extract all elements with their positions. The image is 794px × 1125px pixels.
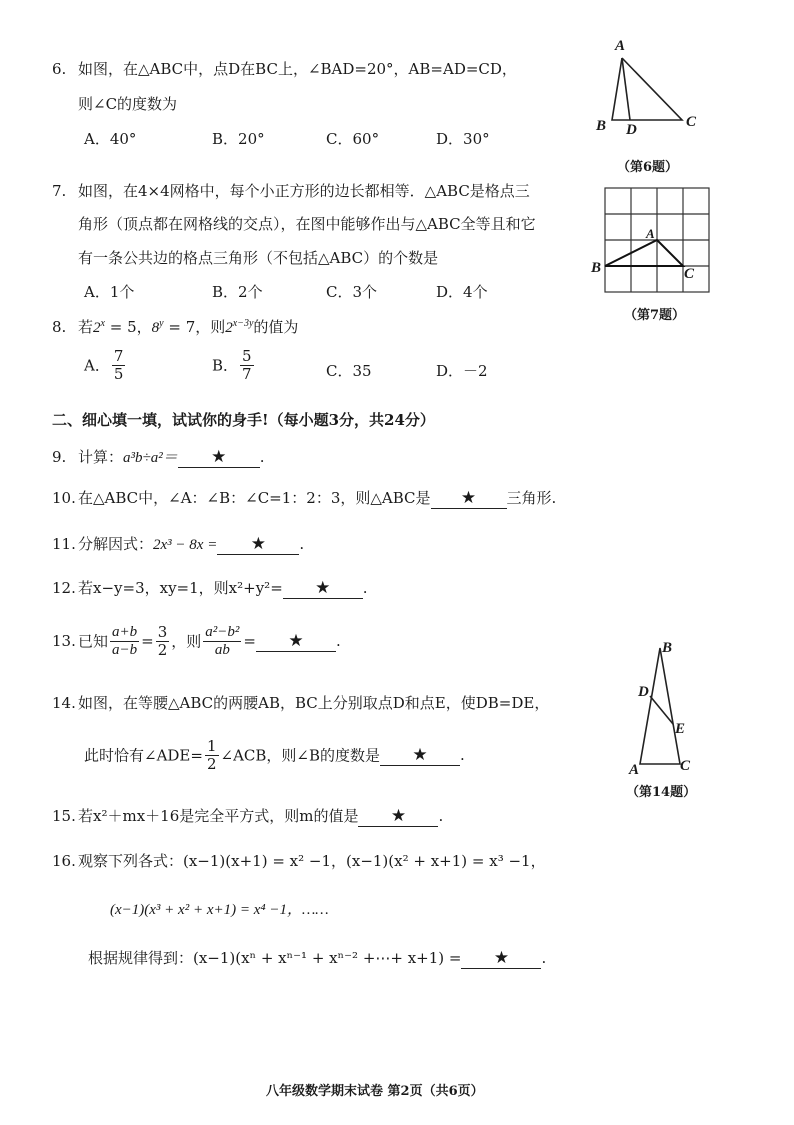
q11-expression: 2x³ − 8x = <box>153 537 218 553</box>
figure-7-grid <box>600 183 712 299</box>
q13-fraction-2: $\frac{3}{2}$ <box>157 623 168 659</box>
star-icon: ★ <box>315 578 331 598</box>
q8-suffix: ，则 <box>195 318 226 336</box>
q9-line: 9. 计算：a³b÷a²＝ ★ . <box>52 447 265 467</box>
q7-option-b: B．2个 <box>212 283 263 301</box>
q13-answer-blank[interactable] <box>256 631 336 652</box>
fig14-label-a: A <box>629 762 640 778</box>
q15-answer-blank[interactable] <box>358 806 438 827</box>
q8-option-b: B． $\frac{5}{7}$ <box>212 347 252 383</box>
fig7-caption: （第7题） <box>624 308 686 323</box>
q15-text: 若x²＋mx＋16是完全平方式，则m的值是 <box>78 807 359 825</box>
q14-text-line1: 如图，在等腰△ABC的两腰AB，BC上分别取点D和点E，使DB=DE， <box>78 694 550 712</box>
q7-option-d: D．4个 <box>436 283 488 301</box>
q13-fraction-1: $\frac{a+b}{a-b}$ <box>112 624 138 658</box>
q13-line: 13. 已知 $\frac{a+b}{a-b}$ = $\frac{3}{2}$ ，则 $\frac{\text{a²−b²}}{ab}$ = ★ . <box>52 623 341 659</box>
figure-14-triangle <box>620 640 700 770</box>
star-icon: ★ <box>493 948 510 968</box>
q15-number: 15. <box>52 807 76 825</box>
q8-number: 8. <box>52 318 67 336</box>
q6-text-line1: 如图，在△ABC中，点D在BC上，∠BAD=20°，AB=AD=CD， <box>78 60 517 78</box>
fig6-label-c: C <box>686 114 697 130</box>
q13-fraction-3: $\frac{\text{a²−b²}}{ab}$ <box>205 624 240 658</box>
fig14-label-c: C <box>680 758 691 774</box>
q9-prefix: 计算： <box>78 448 124 466</box>
q11-answer-blank[interactable] <box>217 534 299 555</box>
q7-line3: 有一条公共边的格点三角形（不包括△ABC）的个数是 <box>78 249 439 267</box>
q14-half-fraction: $\frac{1}{2}$ <box>206 737 217 773</box>
q14-line1 <box>52 692 549 713</box>
q8-prefix: 若 <box>78 318 94 336</box>
q6-option-c: C．60° <box>326 130 380 148</box>
q12-text: 若x−y=3，xy=1，则x²+y²= <box>78 579 283 597</box>
fig14-label-b: B <box>662 640 673 656</box>
q6-line2: 则∠C的度数为 <box>78 95 178 113</box>
q9-answer-blank[interactable] <box>178 447 260 468</box>
q11-number: 11. <box>52 535 76 553</box>
q7-line1 <box>52 180 530 201</box>
q11-line: 11. 分解因式：2x³ − 8x = ★ . <box>52 534 305 554</box>
fig14-label-e: E <box>675 721 686 737</box>
star-icon: ★ <box>211 447 227 467</box>
star-icon: ★ <box>412 744 428 765</box>
q16-answer-blank[interactable] <box>461 948 541 969</box>
q8-option-a-fraction: $\frac{7}{5}$ <box>113 347 124 383</box>
star-icon: ★ <box>460 488 477 508</box>
fig14-label-d: D <box>638 684 649 700</box>
q7-number: 7. <box>52 182 67 200</box>
q7-line2: 角形（顶点都在网格线的交点），在图中能够作出与△ABC全等且和它 <box>78 215 536 233</box>
q8-option-b-fraction: $\frac{5}{7}$ <box>242 347 252 383</box>
q16-text-line1: 观察下列各式：(x−1)(x+1) = x² −1，(x−1)(x² + x+1) = x³ −1， <box>78 852 546 870</box>
q8-option-c: C．35 <box>326 362 372 380</box>
q11-text: 分解因式： <box>78 535 154 553</box>
fig7-label-a: A <box>646 226 655 241</box>
fig14-caption: （第14题） <box>626 785 697 800</box>
q8-option-d: D．－2 <box>436 362 488 380</box>
q10-answer-blank[interactable] <box>431 488 507 509</box>
q9-expression: a³b÷a²＝ <box>123 450 178 466</box>
star-icon: ★ <box>288 630 304 651</box>
fig6-label-a: A <box>615 38 626 54</box>
q8-line: 8. 若$2^x = 5$，$8^y = 7$，则$2^{x-3y}$的值为 <box>52 318 299 336</box>
q7-option-a: A．1个 <box>84 283 135 301</box>
q6-option-d: D．30° <box>436 130 490 148</box>
q8-mid: ， <box>136 318 152 336</box>
star-icon: ★ <box>250 534 266 554</box>
q8-option-a: A． $\frac{7}{5}$ <box>84 347 124 383</box>
q14-line2: 此时恰有∠ADE= $\frac{1}{2}$ ∠ACB，则∠B的度数是 ★ . <box>84 737 465 773</box>
q6-line1 <box>52 58 517 79</box>
q15-line: 15. 若x²＋mx＋16是完全平方式，则m的值是 ★ . <box>52 806 444 826</box>
q7-text-line1: 如图，在4×4网格中，每个小正方形的边长都相等．△ABC是格点三 <box>78 182 530 200</box>
q14-number: 14. <box>52 694 76 712</box>
section-2-title: 二、细心填一填，试试你的身手!（每小题3分，共24分） <box>52 411 435 429</box>
q7-option-c: C．3个 <box>326 283 378 301</box>
fig6-label-d: D <box>626 122 637 138</box>
q16-text-line3: 根据规律得到：(x−1)(xⁿ + xⁿ⁻¹ + xⁿ⁻² +⋯+ x+1) = <box>88 949 462 967</box>
q16-line2: (x−1)(x³ + x² + x+1) = x⁴ −1，…… <box>110 902 329 918</box>
fig6-caption: （第6题） <box>617 160 679 175</box>
q6-option-a: A．40° <box>84 130 137 148</box>
q10-number: 10. <box>52 489 76 507</box>
fig7-label-b: B <box>591 260 602 276</box>
q6-option-b: B．20° <box>212 130 265 148</box>
fig7-label-c: C <box>684 266 695 282</box>
q9-number: 9. <box>52 448 67 466</box>
page-footer: 八年级数学期末试卷 第2页（共6页） <box>266 1084 484 1099</box>
star-icon: ★ <box>390 806 407 826</box>
q12-line: 12. 若x−y=3，xy=1，则x²+y²= ★ . <box>52 578 368 598</box>
q10-text: 在△ABC中，∠A：∠B：∠C=1：2：3，则△ABC是 <box>78 489 431 507</box>
q12-number: 12. <box>52 579 76 597</box>
q13-number: 13. <box>52 632 76 650</box>
q14-answer-blank[interactable] <box>380 745 460 766</box>
q12-answer-blank[interactable] <box>283 578 363 599</box>
fig6-label-b: B <box>596 118 607 134</box>
q6-number: 6. <box>52 60 67 78</box>
q16-number: 16. <box>52 852 76 870</box>
q16-line1 <box>52 850 546 871</box>
q16-line3: 根据规律得到：(x−1)(xⁿ + xⁿ⁻¹ + xⁿ⁻² +⋯+ x+1) = ★ . <box>88 948 547 968</box>
q10-line: 10. 在△ABC中，∠A：∠B：∠C=1：2：3，则△ABC是 ★ 三角形. <box>52 488 557 508</box>
q8-end: 的值为 <box>253 318 299 336</box>
